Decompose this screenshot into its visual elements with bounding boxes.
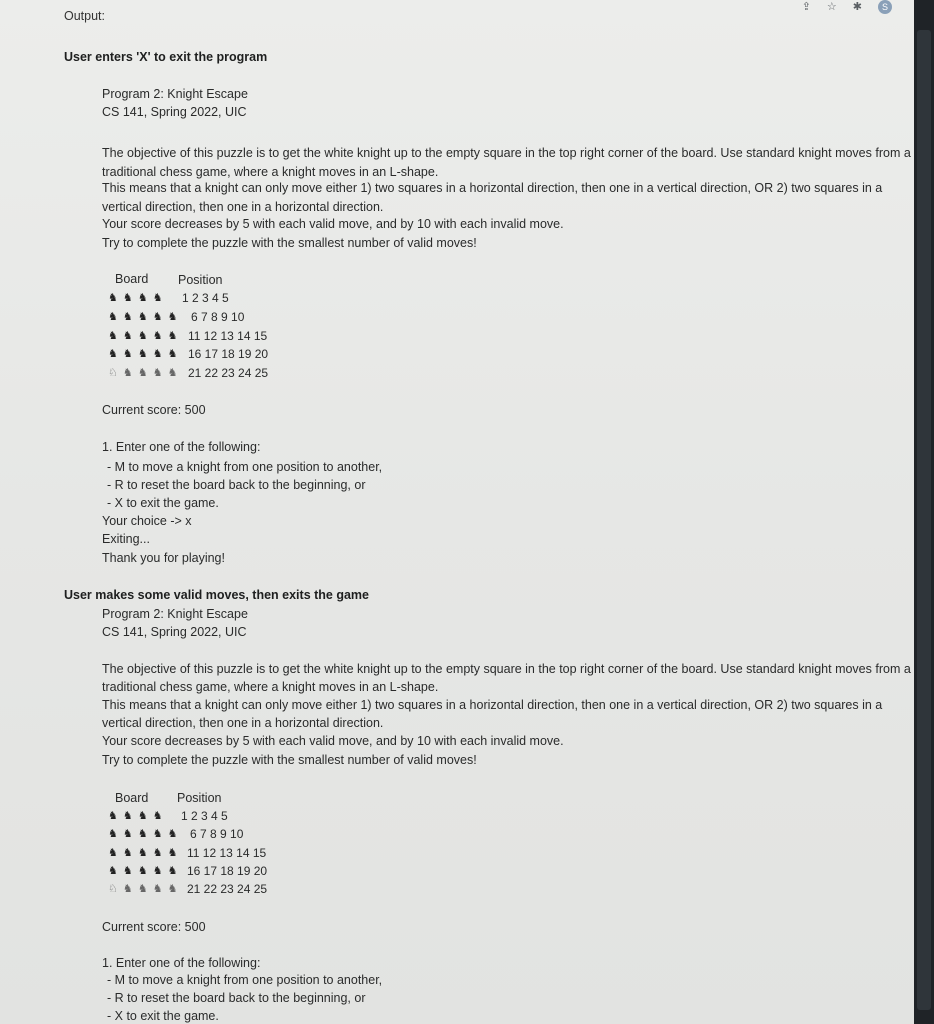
section1-program-title: Program 2: Knight Escape (102, 87, 248, 101)
section1-board-row: ♞ ♞ ♞ ♞ ♞ (108, 311, 179, 323)
section1-board-row: ♞ ♞ ♞ ♞ ♞ (108, 330, 179, 342)
section1-objective-line: traditional chess game, where a knight moves in an L-shape. (102, 165, 439, 179)
share-icon[interactable]: ⇪ (801, 1, 811, 13)
section2-menu-line: - M to move a knight from one position to another, (107, 973, 383, 987)
section1-position-row: 6 7 8 9 10 (191, 310, 245, 324)
section1-menu-line: - X to exit the game. (107, 496, 219, 510)
section2-board-row: ♘ ♞ ♞ ♞ ♞ (108, 883, 179, 895)
section1-choice: Your choice -> x (102, 514, 192, 528)
section2-board-row: ♞ ♞ ♞ ♞ (108, 810, 164, 822)
section2-objective-line: Try to complete the puzzle with the smallest number of valid moves! (102, 753, 477, 767)
section1-position-header: Position (178, 273, 223, 287)
section1-thanks: Thank you for playing! (102, 551, 225, 565)
section1-score: Current score: 500 (102, 403, 206, 417)
section2-objective-line: This means that a knight can only move either 1) two squares in a horizontal direction, then one in a vertical direction, OR 2) two squares in a (102, 698, 883, 712)
section2-menu-line: - R to reset the board back to the beginning, or (107, 991, 366, 1005)
section1-board-row: ♞ ♞ ♞ ♞ (108, 292, 164, 304)
section2-objective-line: traditional chess game, where a knight moves in an L-shape. (102, 680, 439, 694)
section1-position-row: 11 12 13 14 15 (188, 329, 268, 343)
section2-menu-line: - X to exit the game. (107, 1009, 219, 1023)
section1-objective-line: The objective of this puzzle is to get the white knight up to the empty square in the top right corner of the board. Use standard knight moves from a (102, 146, 911, 160)
scrollbar[interactable] (914, 0, 934, 1024)
section2-board-row: ♞ ♞ ♞ ♞ ♞ (108, 828, 179, 840)
section2-heading: User makes some valid moves, then exits the game (64, 588, 369, 602)
section2-menu-line: 1. Enter one of the following: (102, 956, 261, 970)
avatar[interactable]: S (878, 0, 892, 14)
section2-position-row: 21 22 23 24 25 (187, 882, 268, 896)
star-icon[interactable]: ☆ (826, 1, 837, 13)
section1-objective-line: Your score decreases by 5 with each valid move, and by 10 with each invalid move. (102, 217, 564, 231)
section1-board-header: Board (115, 272, 149, 286)
section2-objective-line: Your score decreases by 5 with each valid move, and by 10 with each invalid move. (102, 734, 564, 748)
section1-menu-line: - M to move a knight from one position to another, (107, 460, 383, 474)
section2-objective-line: vertical direction, then one in a horizontal direction. (102, 716, 384, 730)
section2-position-row: 16 17 18 19 20 (187, 864, 268, 878)
section1-exiting: Exiting... (102, 532, 150, 546)
section2-score: Current score: 500 (102, 920, 206, 934)
section1-position-row: 21 22 23 24 25 (188, 366, 269, 380)
section2-position-header: Position (177, 791, 222, 805)
section1-board-row: ♘ ♞ ♞ ♞ ♞ (108, 367, 179, 379)
section2-program-title: Program 2: Knight Escape (102, 607, 248, 621)
section2-board-header: Board (115, 791, 149, 805)
scrollbar-thumb[interactable] (917, 30, 931, 1010)
section1-position-row: 16 17 18 19 20 (188, 347, 269, 361)
section2-position-row: 6 7 8 9 10 (190, 827, 244, 841)
section1-objective-line: This means that a knight can only move either 1) two squares in a horizontal direction, then one in a vertical direction, OR 2) two squares in a (102, 181, 883, 195)
puzzle-icon[interactable]: ✱ (852, 1, 862, 13)
section1-objective-line: vertical direction, then one in a horizontal direction. (102, 200, 384, 214)
section1-position-row: 1 2 3 4 5 (182, 291, 229, 305)
section2-board-row: ♞ ♞ ♞ ♞ ♞ (108, 865, 179, 877)
section2-position-row: 1 2 3 4 5 (181, 809, 228, 823)
section1-board-row: ♞ ♞ ♞ ♞ ♞ (108, 348, 179, 360)
section1-menu-line: - R to reset the board back to the beginning, or (107, 478, 366, 492)
section1-menu-line: 1. Enter one of the following: (102, 440, 261, 454)
section1-objective-line: Try to complete the puzzle with the smallest number of valid moves! (102, 236, 477, 250)
section1-course: CS 141, Spring 2022, UIC (102, 105, 247, 119)
output-label: Output: (64, 9, 105, 23)
section2-objective-line: The objective of this puzzle is to get the white knight up to the empty square in the top right corner of the board. Use standard knight moves from a (102, 662, 911, 676)
section2-course: CS 141, Spring 2022, UIC (102, 625, 247, 639)
section2-position-row: 11 12 13 14 15 (187, 846, 267, 860)
section1-heading: User enters 'X' to exit the program (64, 50, 268, 64)
section2-board-row: ♞ ♞ ♞ ♞ ♞ (108, 847, 179, 859)
browser-toolbar (802, 0, 892, 14)
